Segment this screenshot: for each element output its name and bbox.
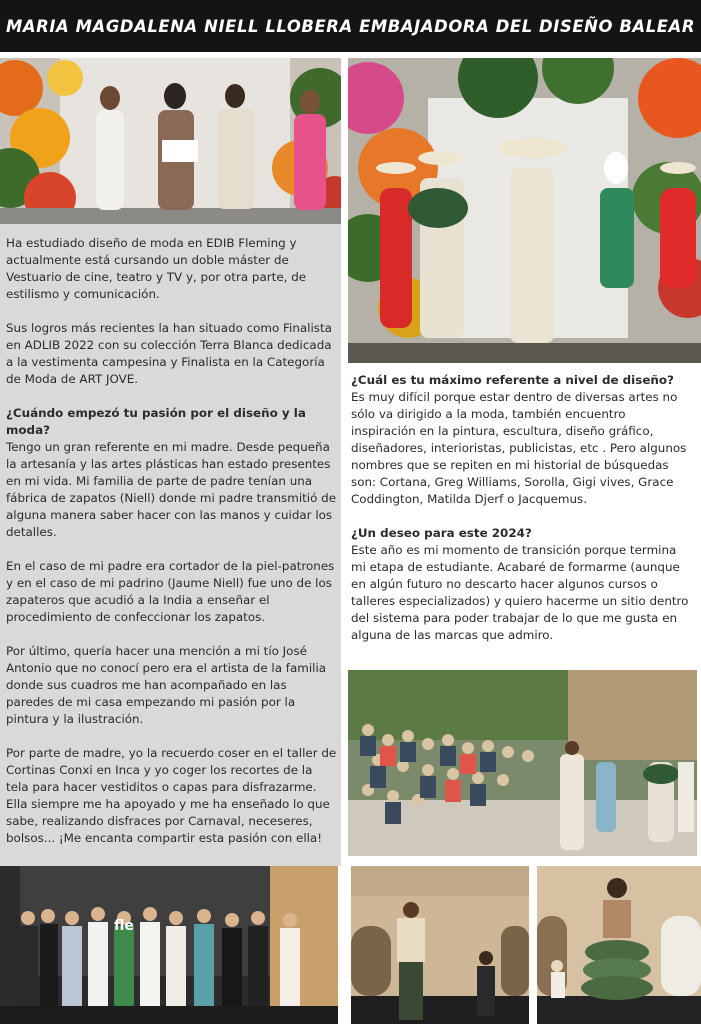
- right-article-text: [351, 372, 691, 661]
- mother-paragraph: Por parte de madre, yo la recuerdo coser en el taller de Cortinas Conxi en Inca y yo coger los recortes de la tela para hacer vestiditos o capas para disfrazarme. Ella siempre me ha apoyado y me ha enseñado lo que sabe, realizando disfraces por Carnaval, neceseres, bolsos... ¡Me encanta compartir esta pasión con ella!: [6, 746, 337, 845]
- answer-passion: Tengo un gran referente en mi madre. Desde pequeña la artesanía y las artes plásticas han estado presentes en mi vida. Mi familia de parte de padre tenían una fábrica de zapatos (Niell) donde mi padre transmitió de alguna manera saber hacer con las manos y cuidar los detalles.: [6, 440, 337, 539]
- runway-finale-photo: [348, 58, 701, 363]
- award-ceremony-photo: [0, 58, 341, 224]
- group-photo: [0, 866, 338, 1024]
- answer-wish: Este año es mi momento de transición porque termina mi etapa de estudiante. Acabaré de formarme (aunque en algún futuro no descarto hacer algunos cursos o talleres especializados) y quiero hacerme un sitio dentro del sistema para poder trabajar de lo que me gusta en alguna de las marcas que admiro.: [351, 543, 689, 642]
- question-reference: ¿Cuál es tu máximo referente a nivel de diseño?: [351, 373, 674, 387]
- answer-reference: Es muy difícil porque estar dentro de diversas artes no sólo va dirigido a la moda, también encuentro inspiración en la pintura, escultura, diseño gráfico, diseñadores, interioristas, publicistas, etc . Pero algunos nombres que se repiten en mi historial de búsquedas son: Cortana, Greg Williams, Sorolla, Gigi vives, Grace Coddington, Matilda Djerf o Jacquemus.: [351, 390, 687, 506]
- question-wish: ¿Un deseo para este 2024?: [351, 526, 532, 540]
- page-title: MARIA MAGDALENA NIELL LLOBERA EMBAJADORA DEL DISEÑO BALEAR: [0, 0, 701, 52]
- runway-audience-photo: [348, 670, 697, 856]
- achievements-paragraph: Sus logros más recientes la han situado como Finalista en ADLIB 2022 con su colección Terra Blanca dedicada a la vestimenta campesina y Finalista en la Categoría de Moda de ART JOVE.: [6, 321, 332, 386]
- model-palace-photo-2: [537, 866, 701, 1024]
- intro-paragraph: Ha estudiado diseño de moda en EDIB Fleming y actualmente está cursando un doble máster de Vestuario de cine, teatro y TV y, por otra parte, de estilismo y comunicación.: [6, 236, 307, 301]
- uncle-paragraph: Por último, quería hacer una mención a mi tío José Antonio que no conocí pero era el artista de la familia donde sus cuadros me han acompañado en las paredes de mi casa empezando mi pasión por la pintura y la ilustración.: [6, 644, 327, 726]
- model-palace-photo-1: [351, 866, 529, 1024]
- question-passion: ¿Cuándo empezó tu pasión por el diseño y la moda?: [6, 406, 306, 437]
- left-article-text: [6, 235, 338, 864]
- stage-sign: fle: [114, 918, 134, 934]
- father-paragraph: En el caso de mi padre era cortador de la piel-patrones y en el caso de mi padrino (Jaume Niell) fue uno de los zapateros que acudió a la India a enseñar el procedimiento de confeccionar los zapatos.: [6, 559, 335, 624]
